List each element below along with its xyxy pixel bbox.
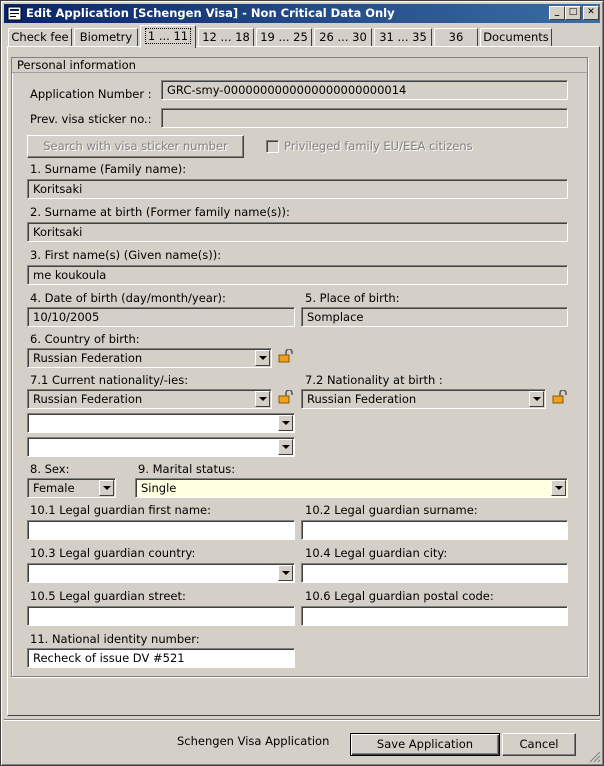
pob-field[interactable]: Somplace <box>301 307 568 327</box>
window-title: Edit Application [Schengen Visa] - Non Critical Data Only <box>26 6 395 20</box>
nationality-birth-label: 7.2 Nationality at birth : <box>305 373 443 387</box>
guardian-city-field[interactable] <box>301 563 568 583</box>
tab-strip <box>8 25 598 47</box>
sex-value: Female <box>33 481 75 495</box>
surname-label: 1. Surname (Family name): <box>30 162 187 176</box>
tab-documents[interactable]: Documents <box>480 28 552 47</box>
surname-field[interactable]: Koritsaki <box>27 179 568 199</box>
visa-sticker-field <box>161 108 568 128</box>
dob-label: 4. Date of birth (day/month/year): <box>30 291 226 305</box>
guardian-surname-field[interactable] <box>301 520 568 540</box>
current-nationality-select[interactable] <box>27 389 272 409</box>
guardian-street-label: 10.5 Legal guardian street: <box>30 589 186 603</box>
application-number-field: GRC-smy-0000000000000000000000014 <box>161 80 568 100</box>
guardian-street-field[interactable] <box>27 606 295 626</box>
resize-grip-icon[interactable] <box>589 751 601 763</box>
current-nationality-value: Russian Federation <box>33 392 143 406</box>
chevron-down-icon[interactable] <box>278 439 293 455</box>
footer-caption: Schengen Visa Application <box>177 734 330 748</box>
marital-value: Single <box>141 481 177 495</box>
national-id-label: 11. National identity number: <box>30 632 200 646</box>
sex-select[interactable] <box>27 478 116 498</box>
guardian-first-label: 10.1 Legal guardian first name: <box>30 503 212 517</box>
dob-field[interactable]: 10/10/2005 <box>27 307 295 327</box>
sex-label: 8. Sex: <box>30 462 70 476</box>
lock-icon[interactable] <box>278 349 294 363</box>
marital-label: 9. Marital status: <box>138 462 236 476</box>
tab-1-11-label: 1 ... 11 <box>145 28 191 44</box>
search-visa-sticker-button[interactable]: Search with visa sticker number <box>27 135 244 158</box>
cancel-button[interactable]: Cancel <box>502 733 576 756</box>
nationality-birth-value: Russian Federation <box>307 392 417 406</box>
current-nationality-select-3[interactable] <box>27 437 295 457</box>
privileged-label: Privileged family EU/EEA citizens <box>284 139 473 153</box>
tab-check-fee[interactable]: Check fee <box>8 28 72 47</box>
minimize-icon[interactable]: _ <box>549 6 565 20</box>
surname-birth-field[interactable]: Koritsaki <box>27 222 568 242</box>
chevron-down-icon[interactable] <box>551 480 566 496</box>
app-icon <box>7 6 22 21</box>
chevron-down-icon[interactable] <box>99 480 114 496</box>
footer-divider <box>4 719 600 721</box>
pob-label: 5. Place of birth: <box>305 291 400 305</box>
guardian-surname-label: 10.2 Legal guardian surname: <box>305 503 478 517</box>
first-name-label: 3. First name(s) (Given name(s)): <box>30 248 222 262</box>
chevron-down-icon[interactable] <box>529 391 544 407</box>
tab-26-30[interactable]: 26 ... 30 <box>314 28 372 47</box>
chevron-down-icon[interactable] <box>255 391 270 407</box>
tab-31-35[interactable]: 31 ... 35 <box>374 28 432 47</box>
close-icon[interactable]: ✕ <box>583 6 599 20</box>
surname-birth-label: 2. Surname at birth (Former family name(s)): <box>30 205 290 219</box>
save-application-button[interactable]: Save Application <box>350 733 500 756</box>
guardian-country-select[interactable] <box>27 563 295 583</box>
tab-biometry[interactable]: Biometry <box>74 28 138 47</box>
tab-1-11[interactable] <box>140 25 196 48</box>
chevron-down-icon[interactable] <box>278 415 293 431</box>
section-title: Personal information <box>12 58 587 73</box>
maximize-icon[interactable]: □ <box>565 6 581 20</box>
current-nationality-select-2[interactable] <box>27 413 295 433</box>
chevron-down-icon[interactable] <box>278 565 293 581</box>
tab-12-18[interactable]: 12 ... 18 <box>198 28 254 47</box>
visa-sticker-label: Prev. visa sticker no.: <box>30 112 152 126</box>
marital-select[interactable] <box>135 478 568 498</box>
current-nationality-label: 7.1 Current nationality/-ies: <box>30 373 189 387</box>
lock-icon[interactable] <box>552 390 568 404</box>
tab-19-25[interactable]: 19 ... 25 <box>256 28 312 47</box>
guardian-postal-label: 10.6 Legal guardian postal code: <box>305 589 494 603</box>
chevron-down-icon[interactable] <box>255 350 270 366</box>
guardian-first-field[interactable] <box>27 520 295 540</box>
national-id-field[interactable]: Recheck of issue DV #521 <box>27 648 295 668</box>
guardian-postal-field[interactable] <box>301 606 568 626</box>
first-name-field[interactable]: me koukoula <box>27 265 568 285</box>
title-bar[interactable] <box>4 4 600 23</box>
country-birth-value: Russian Federation <box>33 351 143 365</box>
country-birth-label: 6. Country of birth: <box>30 332 140 346</box>
tab-36[interactable]: 36 <box>434 28 478 47</box>
guardian-country-label: 10.3 Legal guardian country: <box>30 546 196 560</box>
country-birth-select[interactable] <box>27 348 272 368</box>
lock-icon[interactable] <box>278 390 294 404</box>
nationality-birth-select[interactable] <box>301 389 546 409</box>
privileged-checkbox[interactable] <box>266 140 279 153</box>
guardian-city-label: 10.4 Legal guardian city: <box>305 546 448 560</box>
application-number-label: Application Number : <box>30 87 152 101</box>
